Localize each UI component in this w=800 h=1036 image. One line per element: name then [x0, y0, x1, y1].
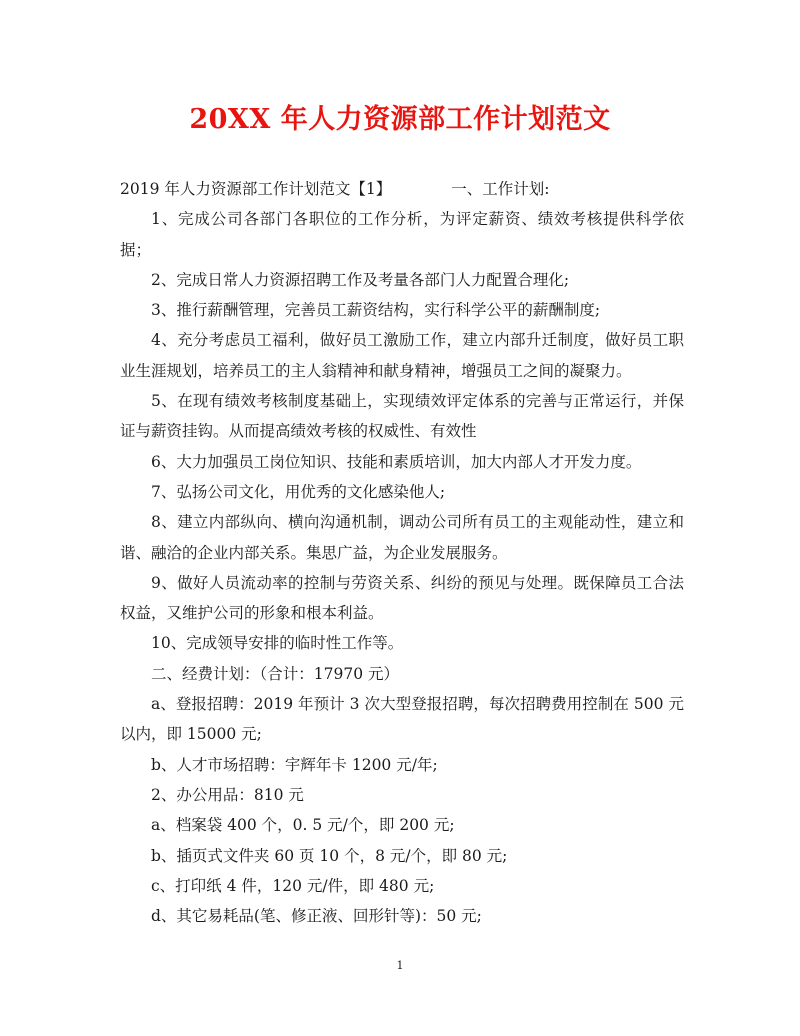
paragraph-8: 8、建立内部纵向、横向沟通机制，调动公司所有员工的主观能动性，建立和谐、融洽的企业内部关系。集思广益，为企业发展服务。	[120, 513, 684, 562]
paragraph-6: 6、大力加强员工岗位知识、技能和素质培训，加大内部人才开发力度。	[151, 452, 642, 471]
supply-item-c: c、打印纸 4 件，120 元/件，即 480 元;	[151, 876, 435, 895]
expense-item-a: a、登报招聘：2019 年预计 3 次大型登报招聘，每次招聘费用控制在 500 元以内，即 15000 元;	[120, 695, 684, 744]
paragraph-1: 1、完成公司各部门各职位的工作分析，为评定薪资、绩效考核提供科学依据；	[120, 210, 684, 259]
paragraph-3: 3、推行薪酬管理，完善员工薪资结构，实行科学公平的薪酬制度;	[151, 301, 601, 320]
paragraph-9: 9、做好人员流动率的控制与劳资关系、纠纷的预见与处理。既保障员工合法权益，又维护公司的形象和根本利益。	[120, 573, 684, 623]
document-title: 20XX 年人力资源部工作计划范文	[189, 104, 611, 135]
document-body	[120, 174, 684, 931]
paragraph-7: 7、弘扬公司文化，用优秀的文化感染他人;	[151, 482, 446, 501]
section-two-heading: 二、经费计划：（合计：17970 元）	[151, 664, 399, 683]
supply-item-b: b、插页式文件夹 60 页 10 个，8 元/个，即 80 元;	[151, 846, 508, 865]
paragraph-4: 4、充分考虑员工福利，做好员工激励工作，建立内部升迁制度，做好员工职业生涯规划，培养员工的主人翁精神和献身精神，增强员工之间的凝聚力。	[120, 331, 684, 380]
intro-line	[120, 174, 684, 204]
supply-item-a: a、档案袋 400 个，0. 5 元/个，即 200 元;	[151, 816, 455, 835]
intro-heading: 2019 年人力资源部工作计划范文【1】	[120, 180, 392, 198]
expense-item-b: b、人才市场招聘：宇辉年卡 1200 元/年;	[151, 755, 438, 774]
section-one-heading: 一、工作计划:	[451, 180, 550, 198]
supply-item-d: d、其它易耗品(笔、修正液、回形针等)：50 元;	[151, 907, 482, 926]
page-number: 1	[396, 959, 404, 972]
office-supplies-heading: 2、办公用品：810 元	[151, 785, 304, 804]
paragraph-10: 10、完成领导安排的临时性工作等。	[151, 634, 404, 653]
paragraph-5: 5、在现有绩效考核制度基础上，实现绩效评定体系的完善与正常运行，并保证与薪资挂钩。从而提高绩效考核的权威性、有效性	[120, 392, 684, 441]
paragraph-2: 2、完成日常人力资源招聘工作及考量各部门人力配置合理化;	[151, 270, 570, 289]
